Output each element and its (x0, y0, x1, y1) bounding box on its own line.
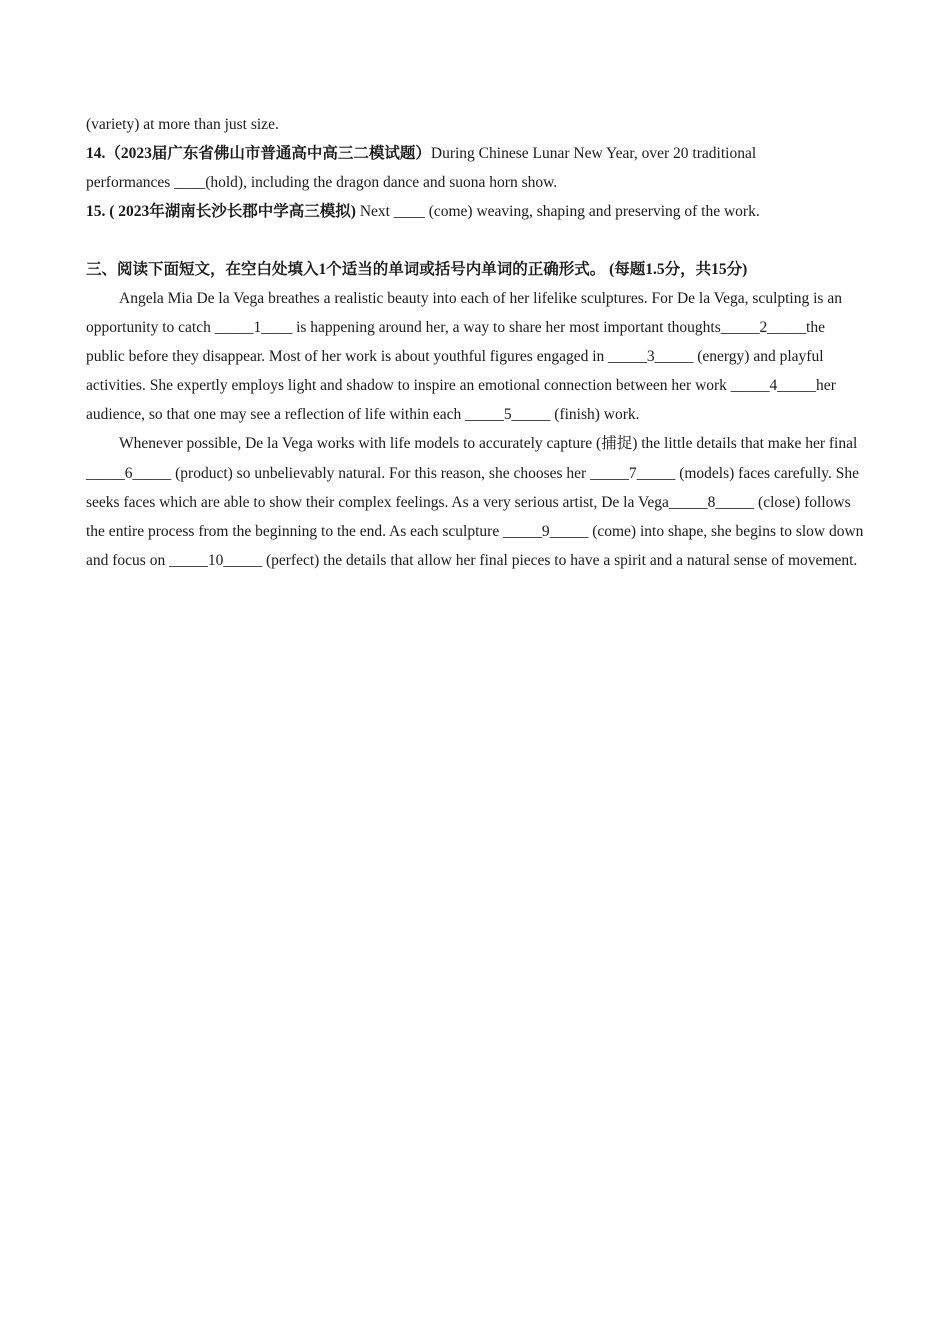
question-14-text-line2: performances ____(hold), including the dragon dance and suona horn show. (86, 174, 558, 191)
passage-paragraph-1: Angela Mia De la Vega breathes a realistic beauty into each of her lifelike sculptures. For De la Vega, sculpting is an opportunity to catch _____1____ is happening around her, a way to share her most important thoughts_____2_____the public before they disappear. Most of her work is about youthful figures engaged in _____3_____ (energy) and playful activities. She expertly employs light and shadow to inspire an emotional connection between her work _____4_____her audience, so that one may see a reflection of life within each _____5_____ (finish) work. (86, 290, 842, 424)
question-15 (86, 197, 866, 226)
question-14-source: （2023届广东省佛山市普通高中高三二模试题） (105, 145, 431, 162)
section-3-heading: 三、阅读下面短文，在空白处填入1个适当的单词或括号内单词的正确形式。 (每题1.5分，共15分) (86, 261, 748, 278)
document-page (86, 110, 866, 575)
blank-spacer (86, 226, 866, 255)
question-15-number: 15. (86, 203, 106, 220)
question-14 (86, 139, 866, 168)
question-14-number: 14. (86, 145, 106, 162)
question-14-text-line1: During Chinese Lunar New Year, over 20 traditional (430, 145, 757, 162)
passage-paragraph-2: Whenever possible, De la Vega works with life models to accurately capture (捕捉) the little details that make her final _____6_____ (product) so unbelievably natural. For this reason, she chooses her _____7_____ (models) faces carefully. She seeks faces which are able to show their complex feelings. As a very serious artist, De la Vega_____8_____ (close) follows the entire process from the beginning to the end. As each sculpture _____9_____ (come) into shape, she begins to slow down and focus on _____10_____ (perfect) the details that allow her final pieces to have a spirit and a natural sense of movement. (86, 435, 864, 569)
question-15-source: ( 2023年湖南长沙长郡中学高三模拟) (109, 203, 356, 220)
question-15-text: Next ____ (come) weaving, shaping and preserving of the work. (355, 203, 760, 220)
previous-question-continuation: (variety) at more than just size. (86, 116, 279, 133)
